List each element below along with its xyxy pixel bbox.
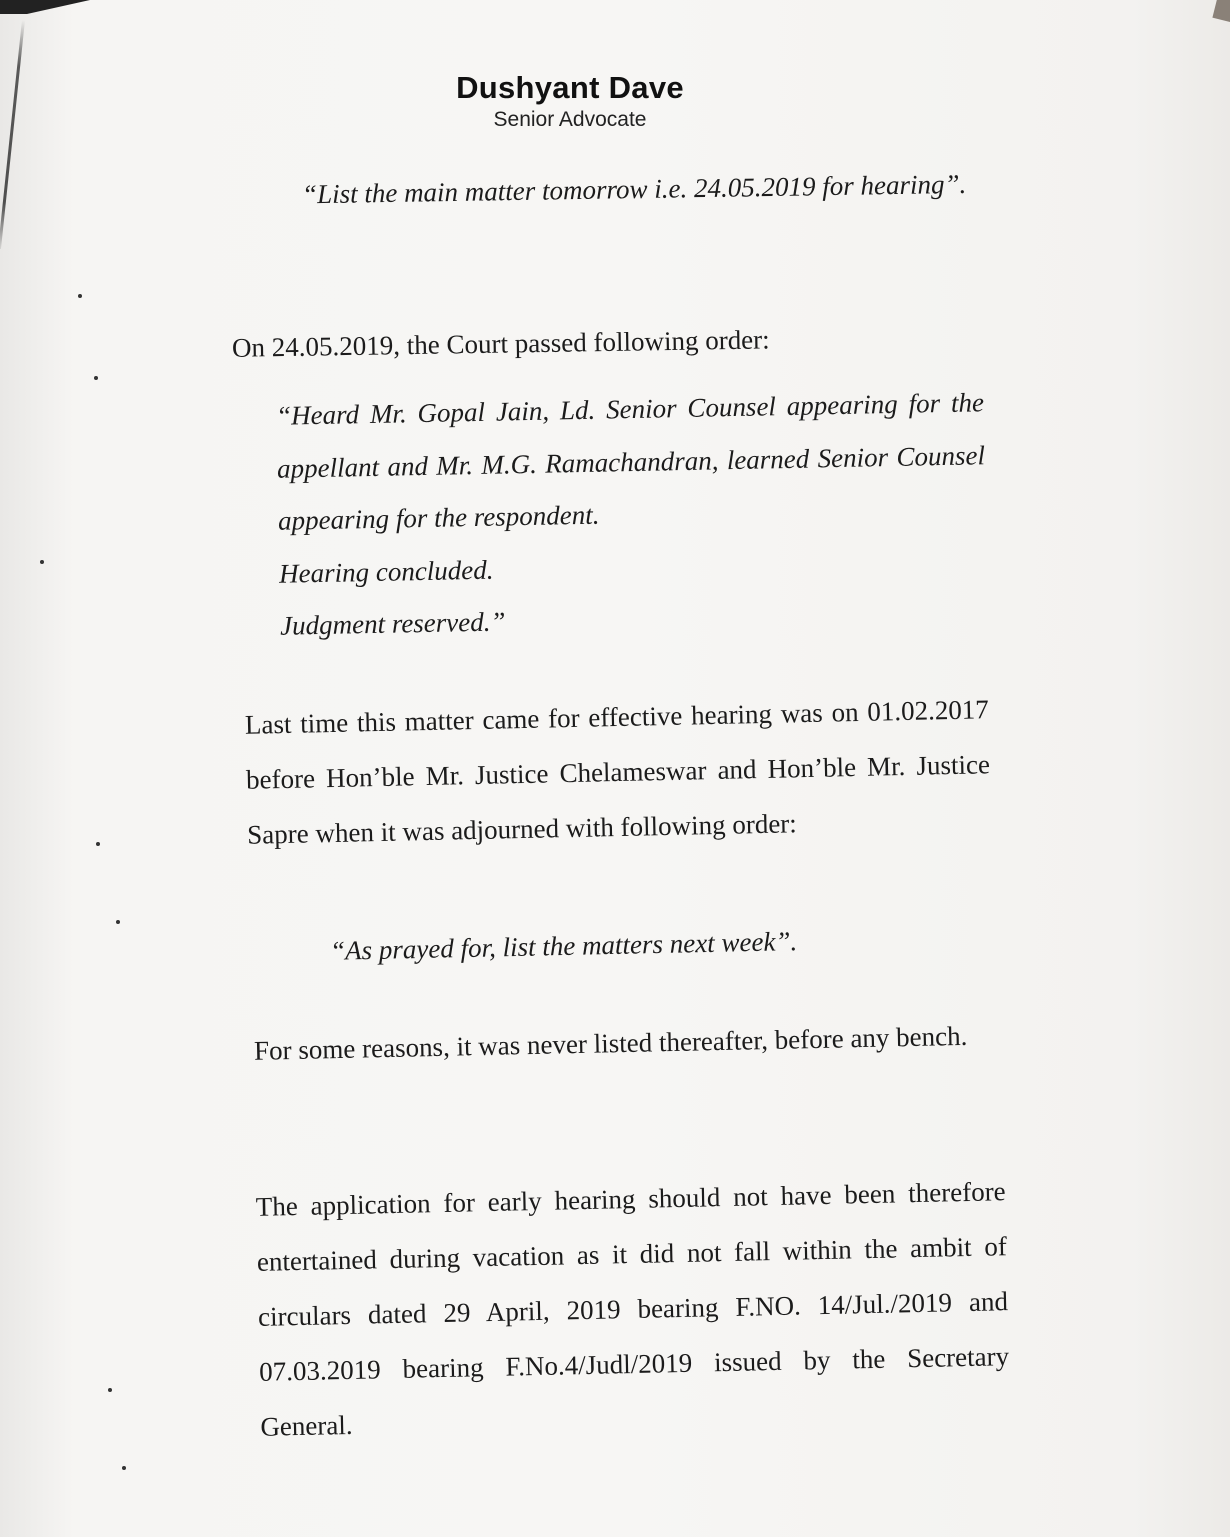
paper-speck <box>78 294 82 298</box>
paper-speck <box>108 1388 112 1392</box>
quote-as-prayed <box>329 912 890 979</box>
advocate-name: Dushyant Dave <box>456 70 684 105</box>
paper-corner-fold <box>1208 0 1230 22</box>
paragraph-never-listed <box>254 1008 999 1079</box>
quote-list-matter <box>302 157 983 223</box>
paragraph-text: On 24.05.2019, the Court passed following order: <box>231 324 770 363</box>
paragraph-early-hearing <box>255 1164 1011 1455</box>
letterhead <box>380 70 760 132</box>
paper-edge-line <box>0 20 25 249</box>
advocate-designation: Senior Advocate <box>493 108 647 131</box>
paragraph-last-hearing <box>244 682 991 863</box>
paragraph-text: The application for early hearing should not have been therefore entertained during vacation as it did not fall within the ambit of circulars dated 29 April, 2019 bearing F.NO. 14/Jul./2019 and 07.03.2019 bearing F.No.4/Judl/2019 issued by the Secretary General. <box>255 1176 1010 1442</box>
paper-speck <box>40 560 44 564</box>
paper-corner-shadow <box>0 0 90 14</box>
quote-text: “As prayed for, list the matters next week”. <box>329 926 798 966</box>
paper-speck <box>94 376 98 380</box>
quote-text: “List the main matter tomorrow i.e. 24.05.2019 for hearing”. <box>301 168 967 210</box>
quote-text: Hearing concluded. <box>278 554 494 589</box>
paragraph-text: For some reasons, it was never listed thereafter, before any bench. <box>253 1020 968 1066</box>
paper-speck <box>116 920 120 924</box>
paper-speck <box>96 842 100 846</box>
order-intro <box>232 311 853 376</box>
paper-speck <box>122 1466 126 1470</box>
quote-text: “Heard Mr. Gopal Jain, Ld. Senior Counsel appearing for the appellant and Mr. M.G. Ramachandran, learned Senior Counsel appearing for the respondent. <box>275 387 986 536</box>
paragraph-text: Last time this matter came for effective hearing was on 01.02.2017 before Hon’ble Mr. Justice Chelameswar and Hon’ble Mr. Justice Sapre when it was adjourned with following order: <box>244 694 991 850</box>
quote-court-order <box>276 376 989 652</box>
quote-text: Judgment reserved.” <box>279 606 506 641</box>
